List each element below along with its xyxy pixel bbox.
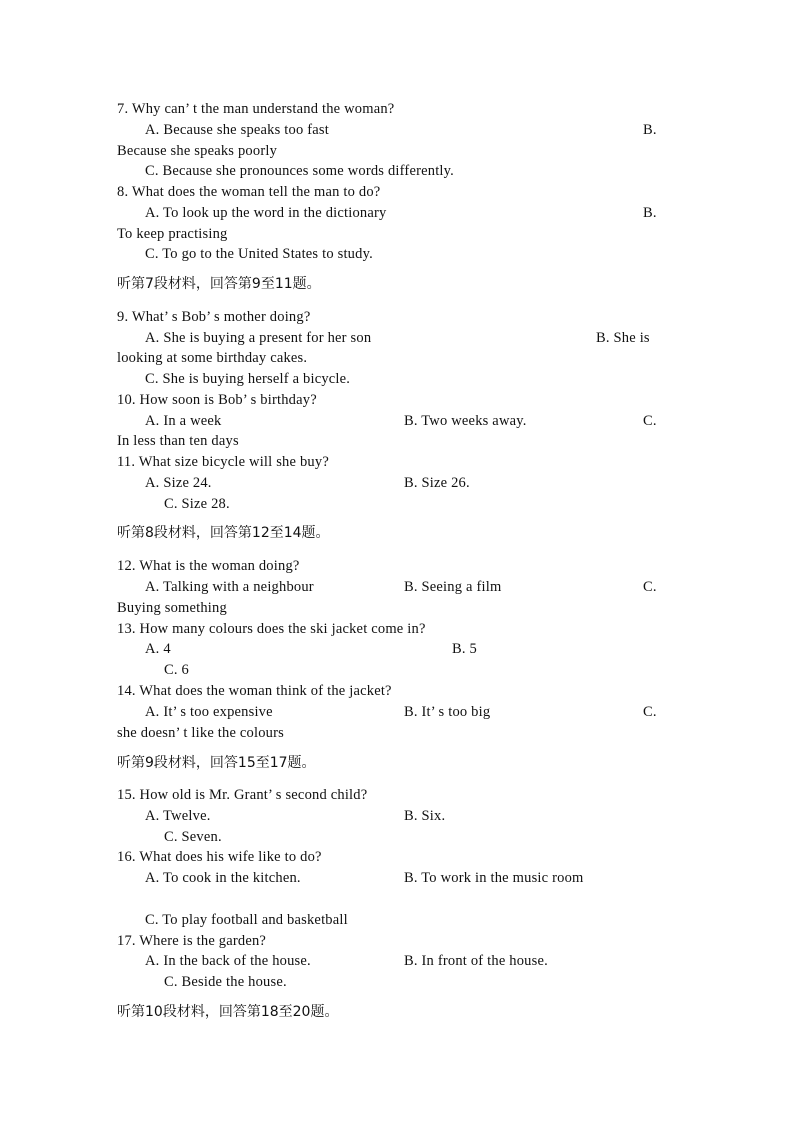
q15-option-c: C. Seven. bbox=[164, 829, 222, 845]
q15-stem: 15. How old is Mr. Grant’ s second child? bbox=[117, 787, 368, 803]
section-9-heading: 听第9段材料，回答15至17题。 bbox=[117, 755, 316, 771]
q7-option-b-label: B. bbox=[643, 122, 657, 138]
q11-option-a: A. Size 24. bbox=[145, 475, 212, 491]
q13-stem: 13. How many colours does the ski jacket come in? bbox=[117, 621, 426, 637]
q14-option-c-label: C. bbox=[643, 704, 657, 720]
q13-option-a: A. 4 bbox=[145, 641, 171, 657]
q12-option-b: B. Seeing a film bbox=[404, 579, 502, 595]
q12-option-c-label: C. bbox=[643, 579, 657, 595]
q10-stem: 10. How soon is Bob’ s birthday? bbox=[117, 392, 317, 408]
q10-option-b: B. Two weeks away. bbox=[404, 413, 527, 429]
q15-option-a: A. Twelve. bbox=[145, 808, 211, 824]
q9-option-b-text: looking at some birthday cakes. bbox=[117, 350, 308, 366]
q10-option-c-label: C. bbox=[643, 413, 657, 429]
q16-stem: 16. What does his wife like to do? bbox=[117, 849, 322, 865]
q8-option-a: A. To look up the word in the dictionary bbox=[145, 205, 387, 221]
q9-option-b-label: B. She is bbox=[596, 330, 650, 346]
q7-option-a: A. Because she speaks too fast bbox=[145, 122, 329, 138]
q8-stem: 8. What does the woman tell the man to do? bbox=[117, 184, 381, 200]
q14-option-c-text: she doesn’ t like the colours bbox=[117, 725, 285, 741]
q10-option-a: A. In a week bbox=[145, 413, 222, 429]
q11-stem: 11. What size bicycle will she buy? bbox=[117, 454, 329, 470]
q9-option-c: C. She is buying herself a bicycle. bbox=[145, 371, 351, 387]
section-8-heading: 听第8段材料，回答第12至14题。 bbox=[117, 525, 330, 541]
section-7-heading: 听第7段材料，回答第9至11题。 bbox=[117, 276, 321, 292]
q12-option-a: A. Talking with a neighbour bbox=[145, 579, 314, 595]
q14-option-b: B. It’ s too big bbox=[404, 704, 491, 720]
q9-option-a: A. She is buying a present for her son bbox=[145, 330, 372, 346]
q13-option-c: C. 6 bbox=[164, 662, 189, 678]
q14-option-a: A. It’ s too expensive bbox=[145, 704, 273, 720]
q10-option-c-text: In less than ten days bbox=[117, 433, 239, 449]
q12-stem: 12. What is the woman doing? bbox=[117, 558, 300, 574]
q17-option-b: B. In front of the house. bbox=[404, 953, 548, 969]
q8-option-b-label: B. bbox=[643, 205, 657, 221]
q8-option-b-text: To keep practising bbox=[117, 226, 228, 242]
q12-option-c-text: Buying something bbox=[117, 600, 227, 616]
q7-stem: 7. Why can’ t the man understand the woman? bbox=[117, 101, 395, 117]
q16-option-a: A. To cook in the kitchen. bbox=[145, 870, 301, 886]
section-10-heading: 听第10段材料，回答第18至20题。 bbox=[117, 1004, 339, 1020]
q14-stem: 14. What does the woman think of the jacket? bbox=[117, 683, 392, 699]
q7-option-b-text: Because she speaks poorly bbox=[117, 143, 278, 159]
q11-option-c: C. Size 28. bbox=[164, 496, 230, 512]
q13-option-b: B. 5 bbox=[452, 641, 477, 657]
q7-option-c: C. Because she pronounces some words differently. bbox=[145, 163, 454, 179]
q11-option-b: B. Size 26. bbox=[404, 475, 470, 491]
q17-stem: 17. Where is the garden? bbox=[117, 933, 267, 949]
q16-option-b: B. To work in the music room bbox=[404, 870, 584, 886]
q16-option-c: C. To play football and basketball bbox=[145, 912, 348, 928]
q9-stem: 9. What’ s Bob’ s mother doing? bbox=[117, 309, 311, 325]
q15-option-b: B. Six. bbox=[404, 808, 446, 824]
q17-option-c: C. Beside the house. bbox=[164, 974, 287, 990]
q8-option-c: C. To go to the United States to study. bbox=[145, 246, 373, 262]
q17-option-a: A. In the back of the house. bbox=[145, 953, 311, 969]
